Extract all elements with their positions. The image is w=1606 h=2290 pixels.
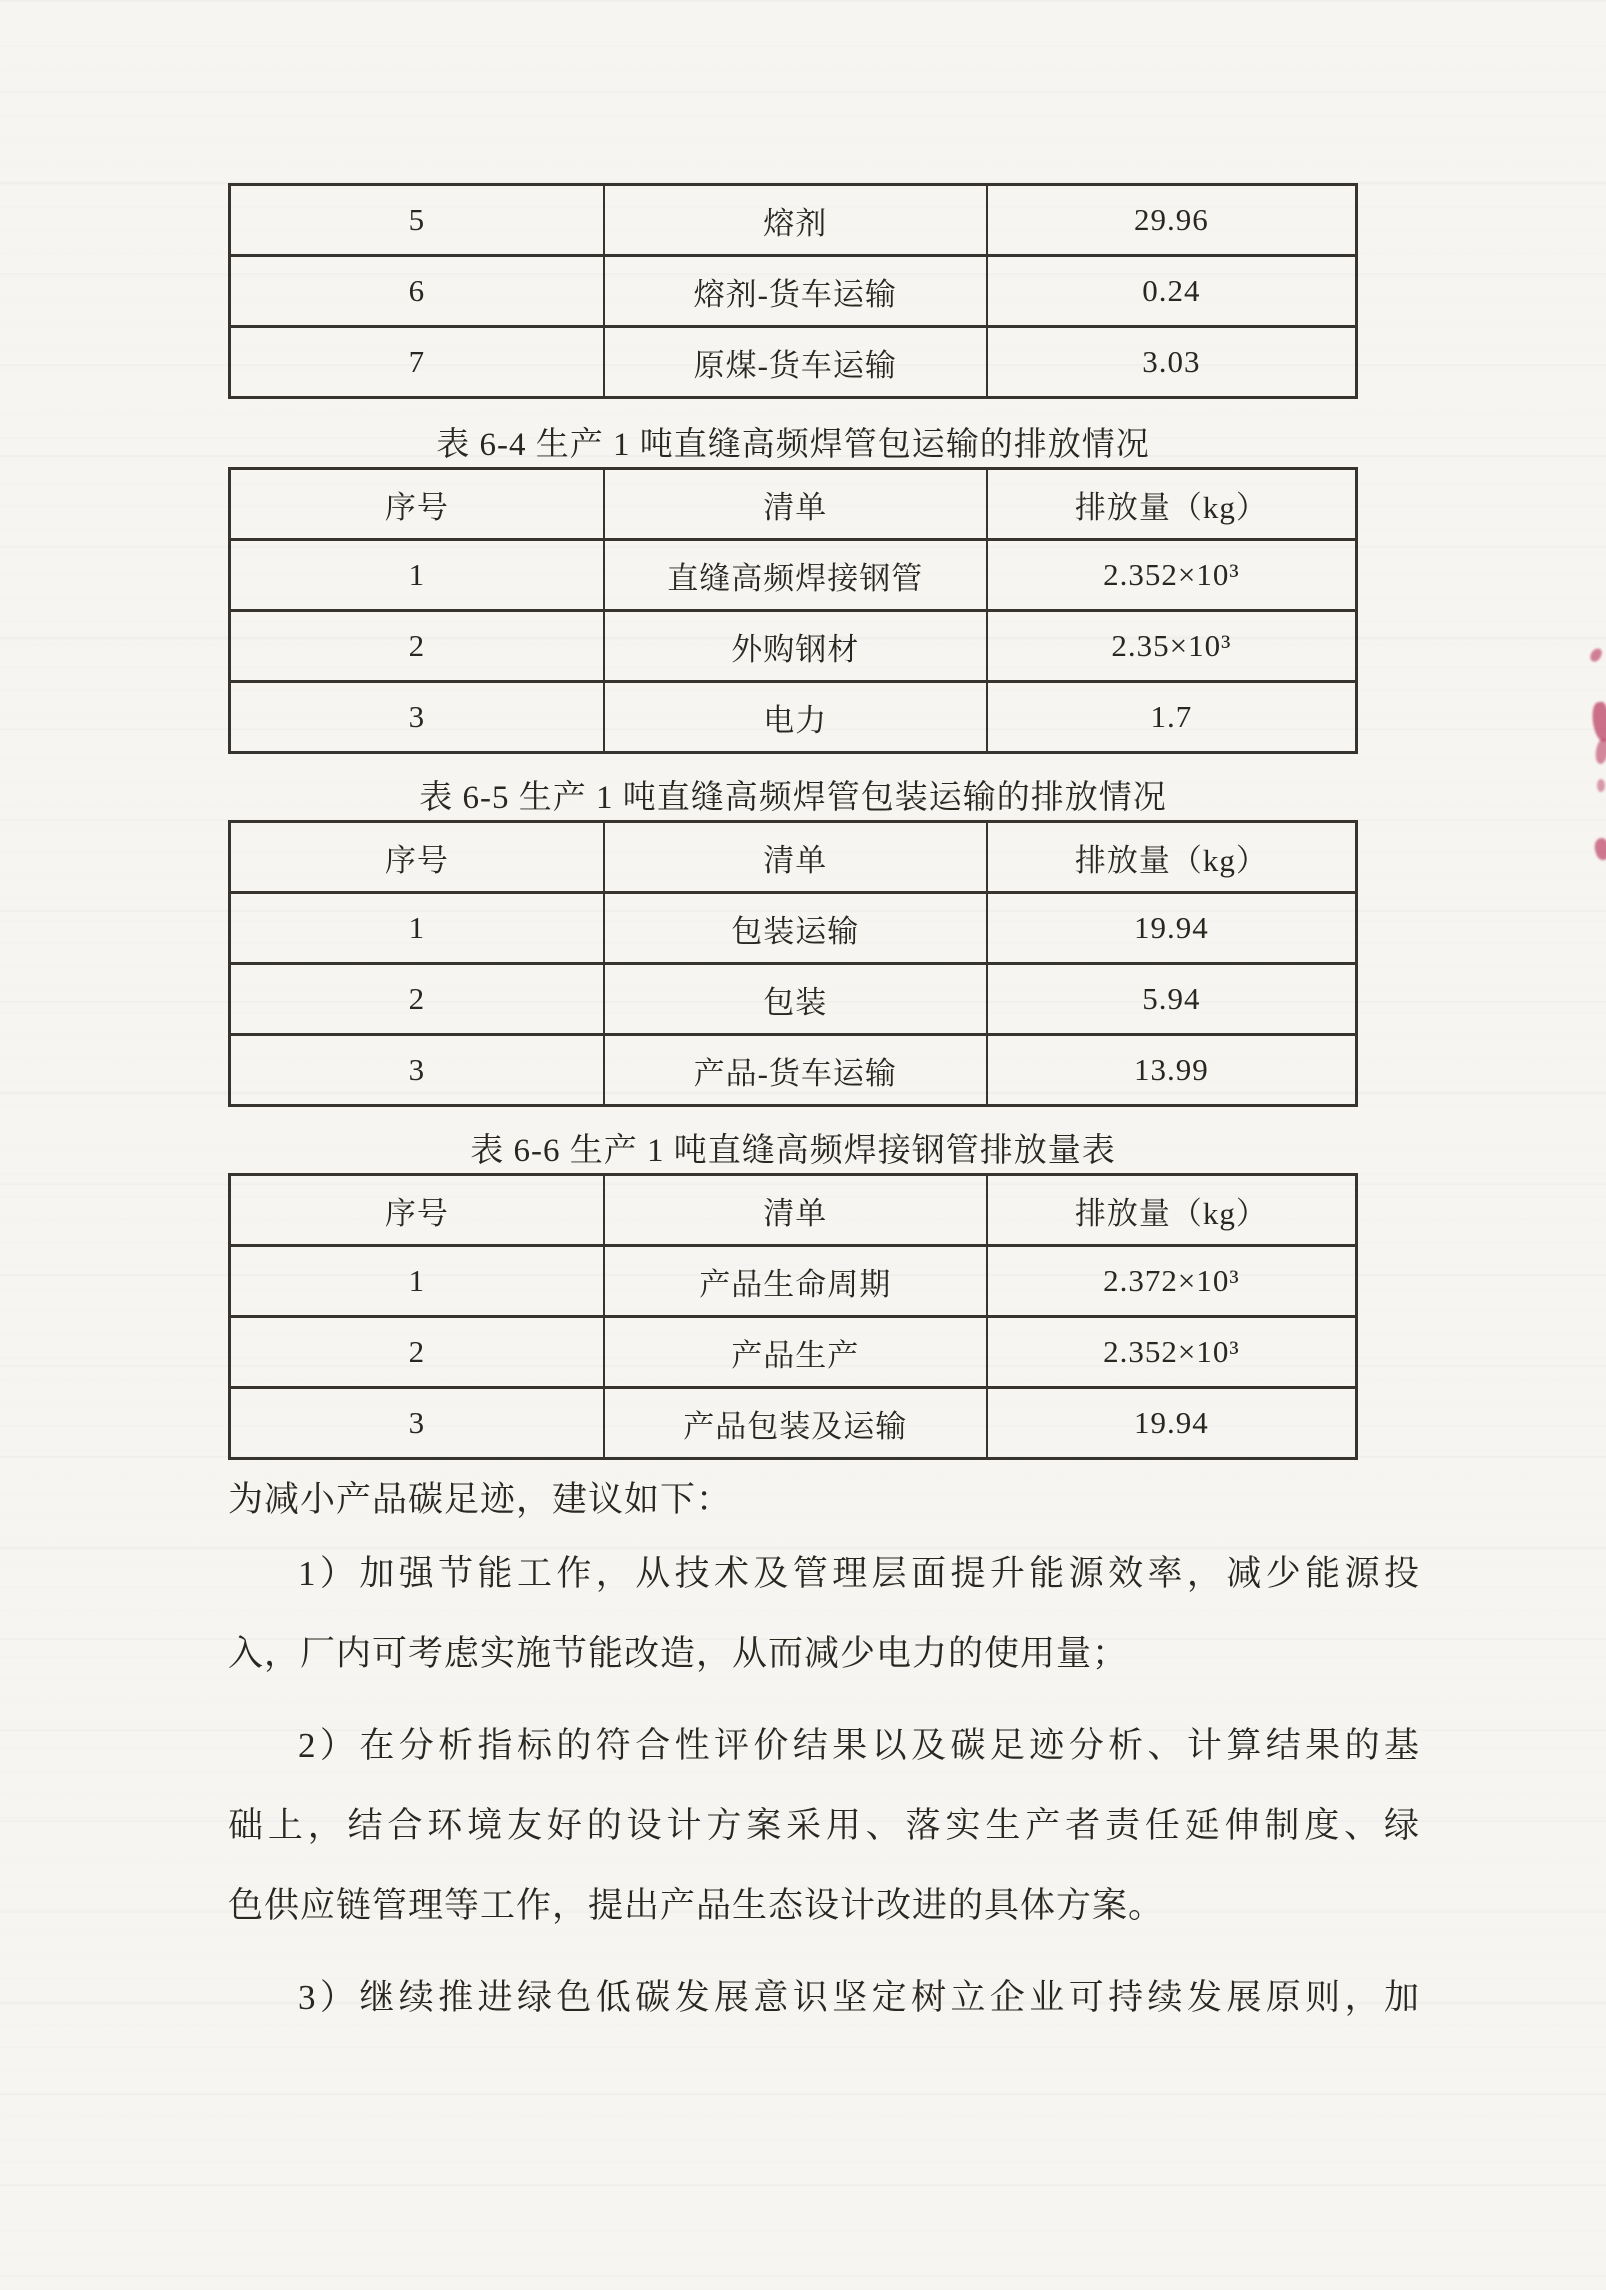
text-line: 为减小产品碳足迹，建议如下： (228, 1480, 733, 1519)
cell-value: 3.03 (987, 327, 1357, 398)
paragraph-intro (228, 1474, 1420, 1526)
cell-value: 19.94 (987, 1388, 1357, 1459)
text-line: 2）在分析指标的符合性评价结果以及碳足迹分析、计算结果的基 (298, 1726, 1420, 1765)
table-header-row (230, 469, 1357, 540)
cell-value: 0.24 (987, 256, 1357, 327)
cell-item: 包装运输 (604, 893, 987, 964)
header-item: 清单 (604, 1175, 987, 1246)
header-value: 排放量（kg） (987, 469, 1357, 540)
table-row (230, 1035, 1357, 1106)
red-stamp-smudge (1592, 836, 1606, 862)
cell-index: 3 (230, 1035, 604, 1106)
header-value: 排放量（kg） (987, 822, 1357, 893)
cell-item: 熔剂-货车运输 (604, 256, 987, 327)
recommendation-2 (228, 1706, 1420, 1946)
cell-value: 2.372×10³ (987, 1246, 1357, 1317)
page-content (228, 0, 1420, 2038)
cell-value: 5.94 (987, 964, 1357, 1035)
cell-value: 2.35×10³ (987, 611, 1357, 682)
table-row (230, 185, 1357, 256)
table-6-6 (228, 1173, 1358, 1460)
cell-value: 2.352×10³ (987, 540, 1357, 611)
table-row (230, 893, 1357, 964)
cell-item: 电力 (604, 682, 987, 753)
table-6-4-caption: 表 6-4 生产 1 吨直缝高频焊管包运输的排放情况 (436, 427, 1150, 463)
cell-item: 原煤-货车运输 (604, 327, 987, 398)
cell-index: 1 (230, 1246, 604, 1317)
header-item: 清单 (604, 469, 987, 540)
header-index: 序号 (230, 822, 604, 893)
cell-item: 产品生命周期 (604, 1246, 987, 1317)
text-line: 色供应链管理等工作，提出产品生态设计改进的具体方案。 (228, 1886, 1165, 1925)
text-line: 础上，结合环境友好的设计方案采用、落实生产者责任延伸制度、绿 (228, 1806, 1420, 1845)
cell-value: 13.99 (987, 1035, 1357, 1106)
table-6-4 (228, 467, 1358, 754)
cell-item: 产品生产 (604, 1317, 987, 1388)
cell-index: 5 (230, 185, 604, 256)
cell-item: 包装 (604, 964, 987, 1035)
red-stamp-smudge (1597, 779, 1605, 792)
text-line: 入，厂内可考虑实施节能改造，从而减少电力的使用量； (228, 1634, 1129, 1673)
cell-index: 3 (230, 682, 604, 753)
cell-value: 19.94 (987, 893, 1357, 964)
cell-index: 2 (230, 964, 604, 1035)
cell-index: 3 (230, 1388, 604, 1459)
header-value: 排放量（kg） (987, 1175, 1357, 1246)
recommendations-section (228, 1474, 1420, 2038)
cell-item: 产品包装及运输 (604, 1388, 987, 1459)
cell-index: 1 (230, 893, 604, 964)
table-emissions-continued (228, 183, 1358, 399)
header-index: 序号 (230, 1175, 604, 1246)
table-row (230, 611, 1357, 682)
table-row (230, 964, 1357, 1035)
cell-index: 2 (230, 1317, 604, 1388)
red-stamp-smudge (1589, 647, 1604, 664)
recommendation-3 (228, 1958, 1420, 2038)
table-row (230, 1317, 1357, 1388)
text-line: 1）加强节能工作，从技术及管理层面提升能源效率，减少能源投 (298, 1554, 1420, 1593)
table-header-row (230, 1175, 1357, 1246)
header-index: 序号 (230, 469, 604, 540)
table-row (230, 327, 1357, 398)
table-row (230, 682, 1357, 753)
table-row (230, 256, 1357, 327)
cell-value: 2.352×10³ (987, 1317, 1357, 1388)
cell-index: 1 (230, 540, 604, 611)
red-stamp-smudge (1590, 701, 1606, 743)
table-row (230, 1246, 1357, 1317)
cell-item: 产品-货车运输 (604, 1035, 987, 1106)
header-item: 清单 (604, 822, 987, 893)
cell-item: 熔剂 (604, 185, 987, 256)
table-6-5 (228, 820, 1358, 1107)
table-header-row (230, 822, 1357, 893)
recommendation-1 (228, 1534, 1420, 1694)
text-line: 3）继续推进绿色低碳发展意识坚定树立企业可持续发展原则，加 (298, 1978, 1420, 2017)
cell-value: 1.7 (987, 682, 1357, 753)
cell-index: 2 (230, 611, 604, 682)
cell-index: 7 (230, 327, 604, 398)
cell-item: 直缝高频焊接钢管 (604, 540, 987, 611)
cell-index: 6 (230, 256, 604, 327)
table-row (230, 1388, 1357, 1459)
table-row (230, 540, 1357, 611)
red-stamp-smudge (1593, 737, 1606, 765)
table-6-6-caption: 表 6-6 生产 1 吨直缝高频焊接钢管排放量表 (470, 1133, 1116, 1169)
cell-value: 29.96 (987, 185, 1357, 256)
table-6-5-caption: 表 6-5 生产 1 吨直缝高频焊管包装运输的排放情况 (419, 780, 1167, 816)
cell-item: 外购钢材 (604, 611, 987, 682)
